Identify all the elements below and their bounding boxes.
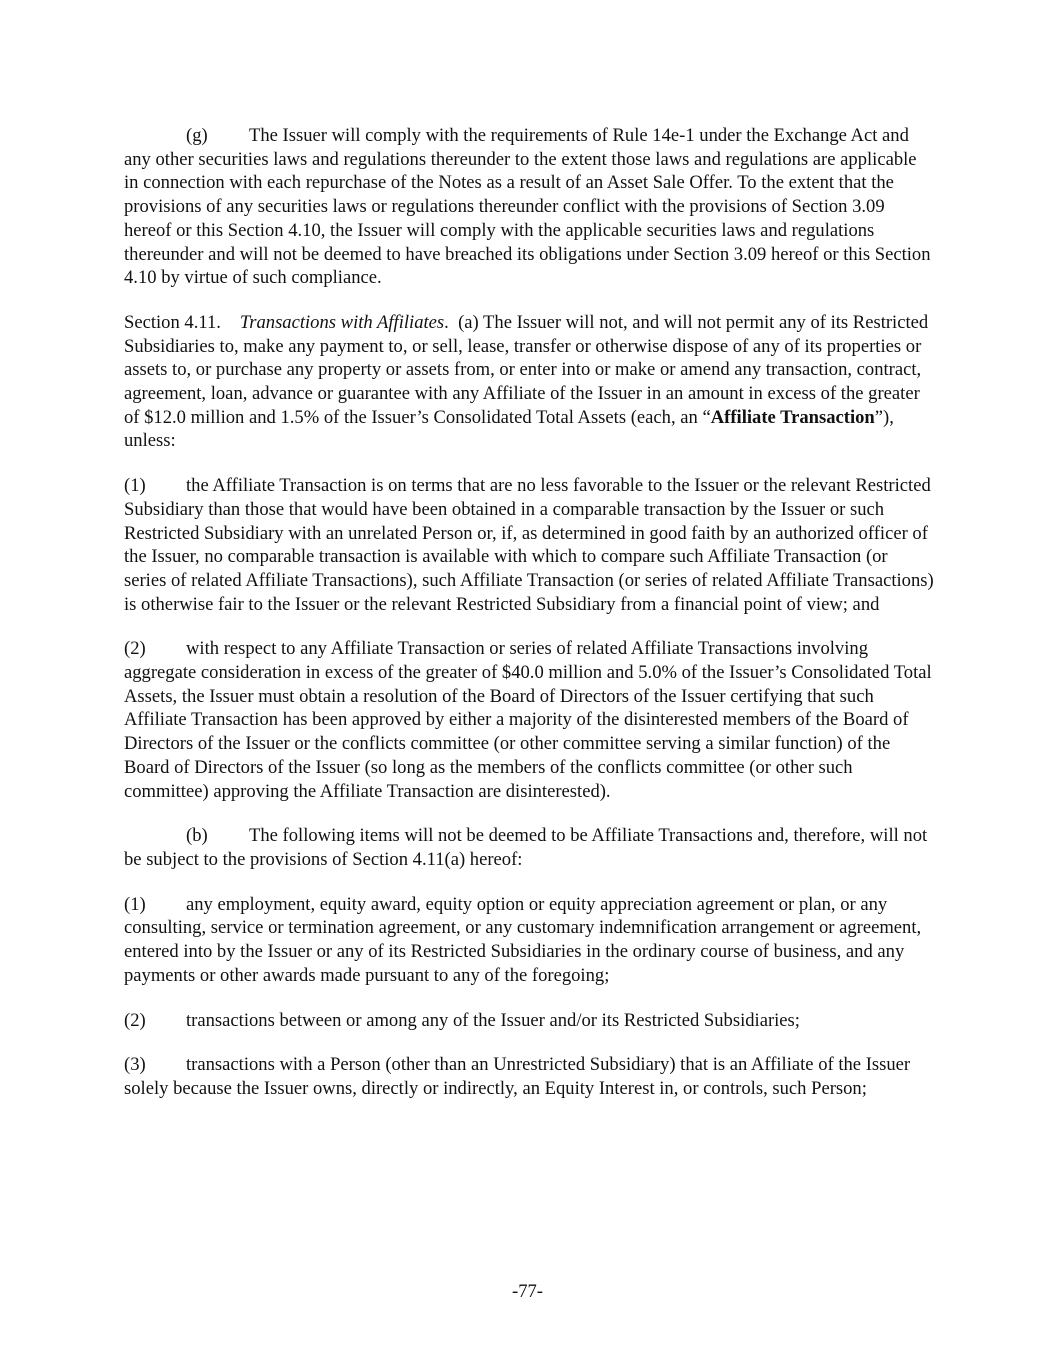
paragraph-g xyxy=(124,124,934,290)
paragraph-g-text: The Issuer will comply with the requirements of Rule 14e-1 under the Exchange Act and any other securities laws and regulations thereunder to the extent those laws and regulations are applicable in connection with each repurchase of the Notes as a result of an Asset Sale Offer. To the extent that the provisions of any securities laws or regulations thereunder conflict with the provisions of Section 3.09 hereof or this Section 4.10, the Issuer will comply with the applicable securities laws and regulations thereunder and will not be deemed to have breached its obligations under Section 3.09 hereof or this Section 4.10 by virtue of such compliance. xyxy=(124,125,931,289)
clause-b-item-text: transactions between or among any of the Issuer and/or its Restricted Subsidiaries; xyxy=(186,1009,800,1031)
clause-a-item-number: (1) xyxy=(124,475,146,497)
section-4-11-paragraph xyxy=(124,311,934,453)
clause-b-item xyxy=(124,1053,934,1100)
paragraph-b xyxy=(124,824,934,871)
page-number: -77- xyxy=(512,1281,543,1302)
section-intro-text: (a) The Issuer will not, and will not permit any of its Restricted Subsidiaries to, make any payment to, or sell, lease, transfer or otherwise dispose of any of its properties or assets to, or purchase any property or assets from, or enter into or make or amend any transaction, contract, agreement, loan, advance or guarantee with any Affiliate of the Issuer in an amount in excess of the greater of $12.0 million and 1.5% of the Issuer’s Consolidated Total Assets (each, an “ xyxy=(124,311,929,428)
clause-a-item-text: the Affiliate Transaction is on terms that are no less favorable to the Issuer or the relevant Restricted Subsidiary than those that would have been obtained in a comparable transaction by the Issuer or such Restricted Subsidiary with an unrelated Person or, if, as determined in good faith by an authorized officer of the Issuer, no comparable transaction is available with which to compare such Affiliate Transaction (or series of related Affiliate Transactions), such Affiliate Transaction (or series of related Affiliate Transactions) is otherwise fair to the Issuer or the relevant Restricted Subsidiary from a financial point of view; and xyxy=(124,475,934,615)
clause-b-item xyxy=(124,893,934,988)
paragraph-b-label: (b) xyxy=(186,825,208,847)
clause-b-item-text: any employment, equity award, equity option or equity appreciation agreement or plan, or any consulting, service or termination agreement, or any customary indemnification arrangement or agreement, entered into by the Issuer or any of its Restricted Subsidiaries in the ordinary course of business, and any payments or other awards made pursuant to any of the foregoing; xyxy=(124,893,922,986)
clause-a-item xyxy=(124,474,934,616)
clause-b-item xyxy=(124,1009,934,1033)
clause-b-item-number: (1) xyxy=(124,893,146,915)
clause-a-item-text: with respect to any Affiliate Transaction or series of related Affiliate Transactions involving aggregate consideration in excess of the greater of $40.0 million and 5.0% of the Issuer’s Consolidated Total Assets, the Issuer must obtain a resolution of the Board of Directors of the Issuer certifying that such Affiliate Transaction has been approved by either a majority of the disinterested members of the Board of Directors of the Issuer or the conflicts committee (or other committee serving a similar function) of the Board of Directors of the Issuer (so long as the members of the conflicts committee (or other such committee) approving the Affiliate Transaction are disinterested). xyxy=(124,638,932,802)
section-title: Transactions with Affiliates xyxy=(239,311,445,333)
clause-b-item-number: (2) xyxy=(124,1009,146,1031)
clause-b-item-text: transactions with a Person (other than an Unrestricted Subsidiary) that is an Affiliate of the Issuer solely because the Issuer owns, directly or indirectly, an Equity Interest in, or controls, such Person; xyxy=(124,1054,911,1099)
section-intro-end: ”), unless: xyxy=(124,406,894,452)
clause-a-item xyxy=(124,637,934,803)
clause-a-item-number: (2) xyxy=(124,638,146,660)
section-title-suffix: . xyxy=(444,311,449,333)
paragraph-b-text: The following items will not be deemed to be Affiliate Transactions and, therefore, will not be subject to the provisions of Section 4.11(a) hereof: xyxy=(124,825,928,870)
clause-b-item-number: (3) xyxy=(124,1054,146,1076)
section-number: Section 4.11. xyxy=(124,311,221,333)
defined-term: Affiliate Transaction xyxy=(710,406,875,428)
document-page xyxy=(124,124,934,1122)
paragraph-g-label: (g) xyxy=(186,125,208,146)
